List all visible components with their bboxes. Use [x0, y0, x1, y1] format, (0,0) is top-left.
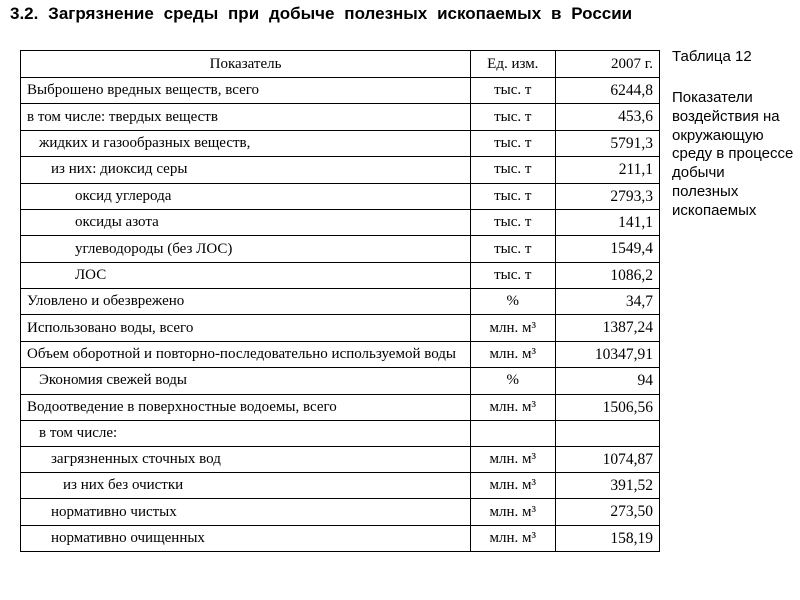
row-value: 158,19 [555, 525, 660, 551]
row-indicator-label: загрязненных сточных вод [21, 446, 471, 472]
table-row [21, 157, 660, 183]
table-body [21, 78, 660, 552]
row-unit: % [471, 368, 555, 394]
row-unit: млн. м³ [471, 525, 555, 551]
row-indicator-label: Водоотведение в поверхностные водоемы, всего [21, 394, 471, 420]
table-row [21, 78, 660, 104]
row-unit: млн. м³ [471, 499, 555, 525]
table-row [21, 499, 660, 525]
row-indicator-label: из них: диоксид серы [21, 157, 471, 183]
row-value: 391,52 [555, 473, 660, 499]
row-value: 1549,4 [555, 236, 660, 262]
row-value: 10347,91 [555, 341, 660, 367]
table-row [21, 104, 660, 130]
row-indicator-label: оксид углерода [21, 183, 471, 209]
row-indicator-label: Выброшено вредных веществ, всего [21, 78, 471, 104]
row-value: 273,50 [555, 499, 660, 525]
table-row [21, 473, 660, 499]
row-unit: тыс. т [471, 183, 555, 209]
row-indicator-label: жидких и газообразных веществ, [21, 130, 471, 156]
row-unit: тыс. т [471, 236, 555, 262]
row-value: 5791,3 [555, 130, 660, 156]
row-unit: млн. м³ [471, 341, 555, 367]
col-header-year: 2007 г. [555, 51, 660, 78]
table-row [21, 446, 660, 472]
row-unit: тыс. т [471, 78, 555, 104]
row-value: 453,6 [555, 104, 660, 130]
row-value: 34,7 [555, 289, 660, 315]
row-indicator-label: Объем оборотной и повторно-последовательно используемой воды [21, 341, 471, 367]
row-indicator-label: ЛОС [21, 262, 471, 288]
table-row [21, 368, 660, 394]
row-value: 141,1 [555, 209, 660, 235]
row-value: 6244,8 [555, 78, 660, 104]
row-indicator-label: нормативно чистых [21, 499, 471, 525]
row-unit: млн. м³ [471, 446, 555, 472]
row-indicator-label: нормативно очищенных [21, 525, 471, 551]
table-row [21, 130, 660, 156]
row-unit: тыс. т [471, 130, 555, 156]
table-caption-block [672, 48, 794, 220]
row-value: 1074,87 [555, 446, 660, 472]
row-unit: млн. м³ [471, 473, 555, 499]
row-unit: тыс. т [471, 157, 555, 183]
row-value: 1086,2 [555, 262, 660, 288]
table-row [21, 262, 660, 288]
table-row [21, 289, 660, 315]
row-indicator-label: из них без очистки [21, 473, 471, 499]
row-value: 1506,56 [555, 394, 660, 420]
row-indicator-label: в том числе: [21, 420, 471, 446]
table-row [21, 183, 660, 209]
row-unit: тыс. т [471, 262, 555, 288]
col-header-indicator: Показатель [21, 51, 471, 78]
table-row [21, 394, 660, 420]
row-unit: млн. м³ [471, 394, 555, 420]
row-value: 211,1 [555, 157, 660, 183]
col-header-unit: Ед. изм. [471, 51, 555, 78]
row-indicator-label: оксиды азота [21, 209, 471, 235]
row-value: 94 [555, 368, 660, 394]
row-unit: % [471, 289, 555, 315]
row-value: 1387,24 [555, 315, 660, 341]
pollution-table [20, 50, 660, 552]
page-title: 3.2. Загрязнение среды при добыче полезных ископаемых в России [10, 4, 633, 23]
table-number: Таблица 12 [672, 48, 752, 65]
row-unit [471, 420, 555, 446]
table-row [21, 315, 660, 341]
table-row [21, 209, 660, 235]
table-row [21, 420, 660, 446]
row-value: 2793,3 [555, 183, 660, 209]
row-indicator-label: Уловлено и обезврежено [21, 289, 471, 315]
table-header [21, 51, 660, 78]
table-header-row [21, 51, 660, 78]
table-caption: Показатели воздействия на окружающую среду в процессе добычи полезных ископаемых [672, 89, 794, 219]
row-unit: млн. м³ [471, 315, 555, 341]
row-unit: тыс. т [471, 104, 555, 130]
row-value [555, 420, 660, 446]
row-indicator-label: Использовано воды, всего [21, 315, 471, 341]
row-indicator-label: в том числе: твердых веществ [21, 104, 471, 130]
table-row [21, 236, 660, 262]
table-row [21, 341, 660, 367]
table-row [21, 525, 660, 551]
row-indicator-label: углеводороды (без ЛОС) [21, 236, 471, 262]
row-unit: тыс. т [471, 209, 555, 235]
row-indicator-label: Экономия свежей воды [21, 368, 471, 394]
